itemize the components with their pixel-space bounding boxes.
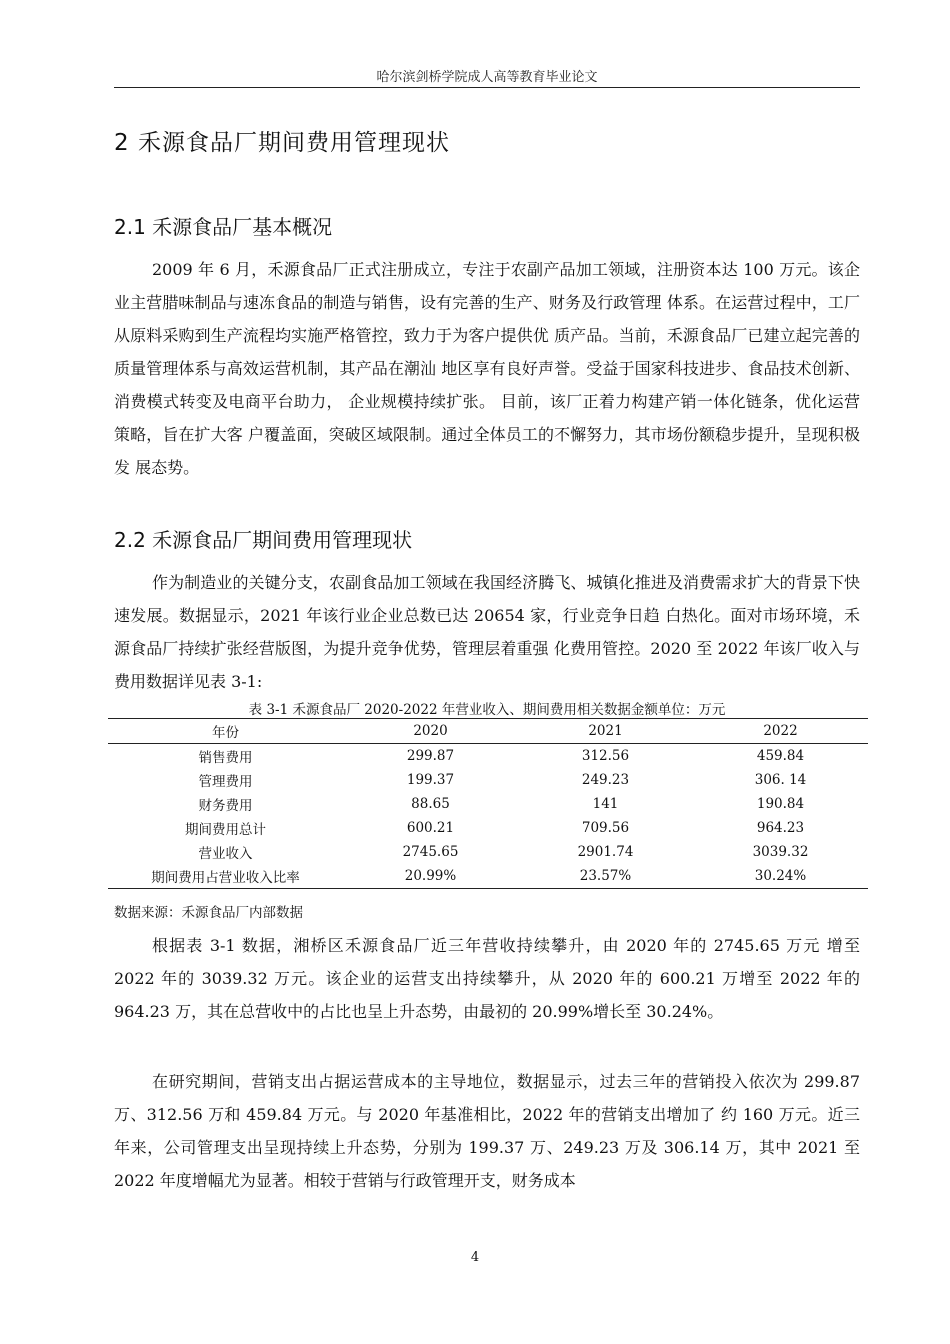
table-header-cell: 2022 [693, 719, 868, 744]
table-row [108, 816, 868, 840]
table-cell: 3039.32 [752, 844, 809, 860]
table-cell: 299.87 [406, 748, 455, 764]
table-cell: 23.57% [518, 864, 693, 889]
table-cell: 88.65 [411, 796, 450, 812]
analysis-paragraph-1: 根据表 3-1 数据，湘桥区禾源食品厂近三年营收持续攀升，由 2020 年的 2745.65 万元 增至 2022 年的 3039.32 万元。该企业的运营支出持续攀升，从 2020 年的 600.21 万增至 2022 年的 964.23 万，其在总营收中的占比也呈上升态势，由最初的 20.99%增长至 30.24%。 [114, 936, 860, 1021]
table-header-row [108, 719, 868, 744]
header-divider [114, 87, 860, 88]
table-cell: 30.24% [693, 864, 868, 889]
section-heading-2-1: 2.1 禾源食品厂基本概况 [114, 215, 333, 239]
table-cell: 管理费用 [198, 774, 253, 790]
section-2-1-body: 2009 年 6 月，禾源食品厂正式注册成立，专注于农副产品加工领域，注册资本达 100 万元。该企业主营腊味制品与速冻食品的制造与销售，设有完善的生产、财务及行政管理 体系。在运营过程中，工厂从原料采购到生产流程均实施严格管控，致力于为客户提供优 质产品。当前，禾源食品厂已建立起完善的质量管理体系与高效运营机制，其产品在潮汕 地区享有良好声誉。受益于国家科技进步、食品技术创新、消费模式转变及电商平台助力， 企业规模持续扩张。 目前，该厂正着力构建产销一体化链条，优化运营策略，旨在扩大客 户覆盖面，突破区域限制。通过全体员工的不懈努力，其市场份额稳步提升，呈现积极发 展态势。 [114, 260, 860, 477]
table-cell: 141 [592, 796, 619, 812]
section-2-2-body: 作为制造业的关键分支，农副食品加工领域在我国经济腾飞、城镇化推进及消费需求扩大的背景下快速发展。数据显示，2021 年该行业企业总数已达 20654 家，行业竞争日趋 白热化。面对市场环境，禾源食品厂持续扩张经营版图，为提升竞争优势，管理层着重强 化费用管控。2020 至 2022 年该厂收入与费用数据详见表 3-1: [114, 573, 860, 691]
table-cell: 营业收入 [198, 846, 253, 862]
table-cell: 2901.74 [577, 844, 634, 860]
table-row [108, 744, 868, 769]
table-row [108, 768, 868, 792]
section-heading-2-2: 2.2 禾源食品厂期间费用管理现状 [114, 528, 413, 552]
table-cell: 709.56 [581, 820, 630, 836]
table-cell: 期间费用占营业收入比率 [108, 864, 343, 889]
table-cell: 190.84 [756, 796, 805, 812]
table-header-cell: 年份 [108, 719, 343, 744]
table-cell: 销售费用 [198, 750, 253, 766]
page-number: 4 [470, 1250, 480, 1265]
table-cell: 财务费用 [198, 798, 253, 814]
table-header-cell: 2021 [518, 719, 693, 744]
table-source-note: 数据来源：禾源食品厂内部数据 [114, 905, 303, 921]
table-cell: 20.99% [343, 864, 518, 889]
table-cell: 306. 14 [754, 772, 807, 788]
table-cell: 964.23 [756, 820, 805, 836]
running-header: 哈尔滨剑桥学院成人高等教育毕业论文 [376, 70, 598, 85]
table-cell: 199.37 [406, 772, 455, 788]
chapter-title: 2 禾源食品厂期间费用管理现状 [114, 130, 450, 156]
table-row [108, 792, 868, 816]
table-cell: 600.21 [406, 820, 455, 836]
analysis-paragraph-2: 在研究期间，营销支出占据运营成本的主导地位，数据显示，过去三年的营销投入依次为 299.87 万、312.56 万和 459.84 万元。与 2020 年基准相比，2022 年的营销支出增加了 约 160 万元。近三年来，公司管理支出呈现持续上升态势，分别为 199.37 万、249.23 万及 306.14 万，其中 2021 至 2022 年度增幅尤为显著。相较于营销与行政管理开支，财务成本 [114, 1072, 860, 1190]
table-header-cell: 2020 [343, 719, 518, 744]
expense-data-table [108, 718, 868, 889]
table-cell: 2745.65 [402, 844, 459, 860]
table-row [108, 840, 868, 864]
table-caption: 表 3-1 禾源食品厂 2020-2022 年营业收入、期间费用相关数据金额单位：万元 [248, 702, 726, 718]
table-cell: 312.56 [581, 748, 630, 764]
table-cell: 459.84 [756, 748, 805, 764]
table-cell: 249.23 [581, 772, 630, 788]
table-row [108, 864, 868, 889]
table-cell: 期间费用总计 [185, 822, 266, 838]
